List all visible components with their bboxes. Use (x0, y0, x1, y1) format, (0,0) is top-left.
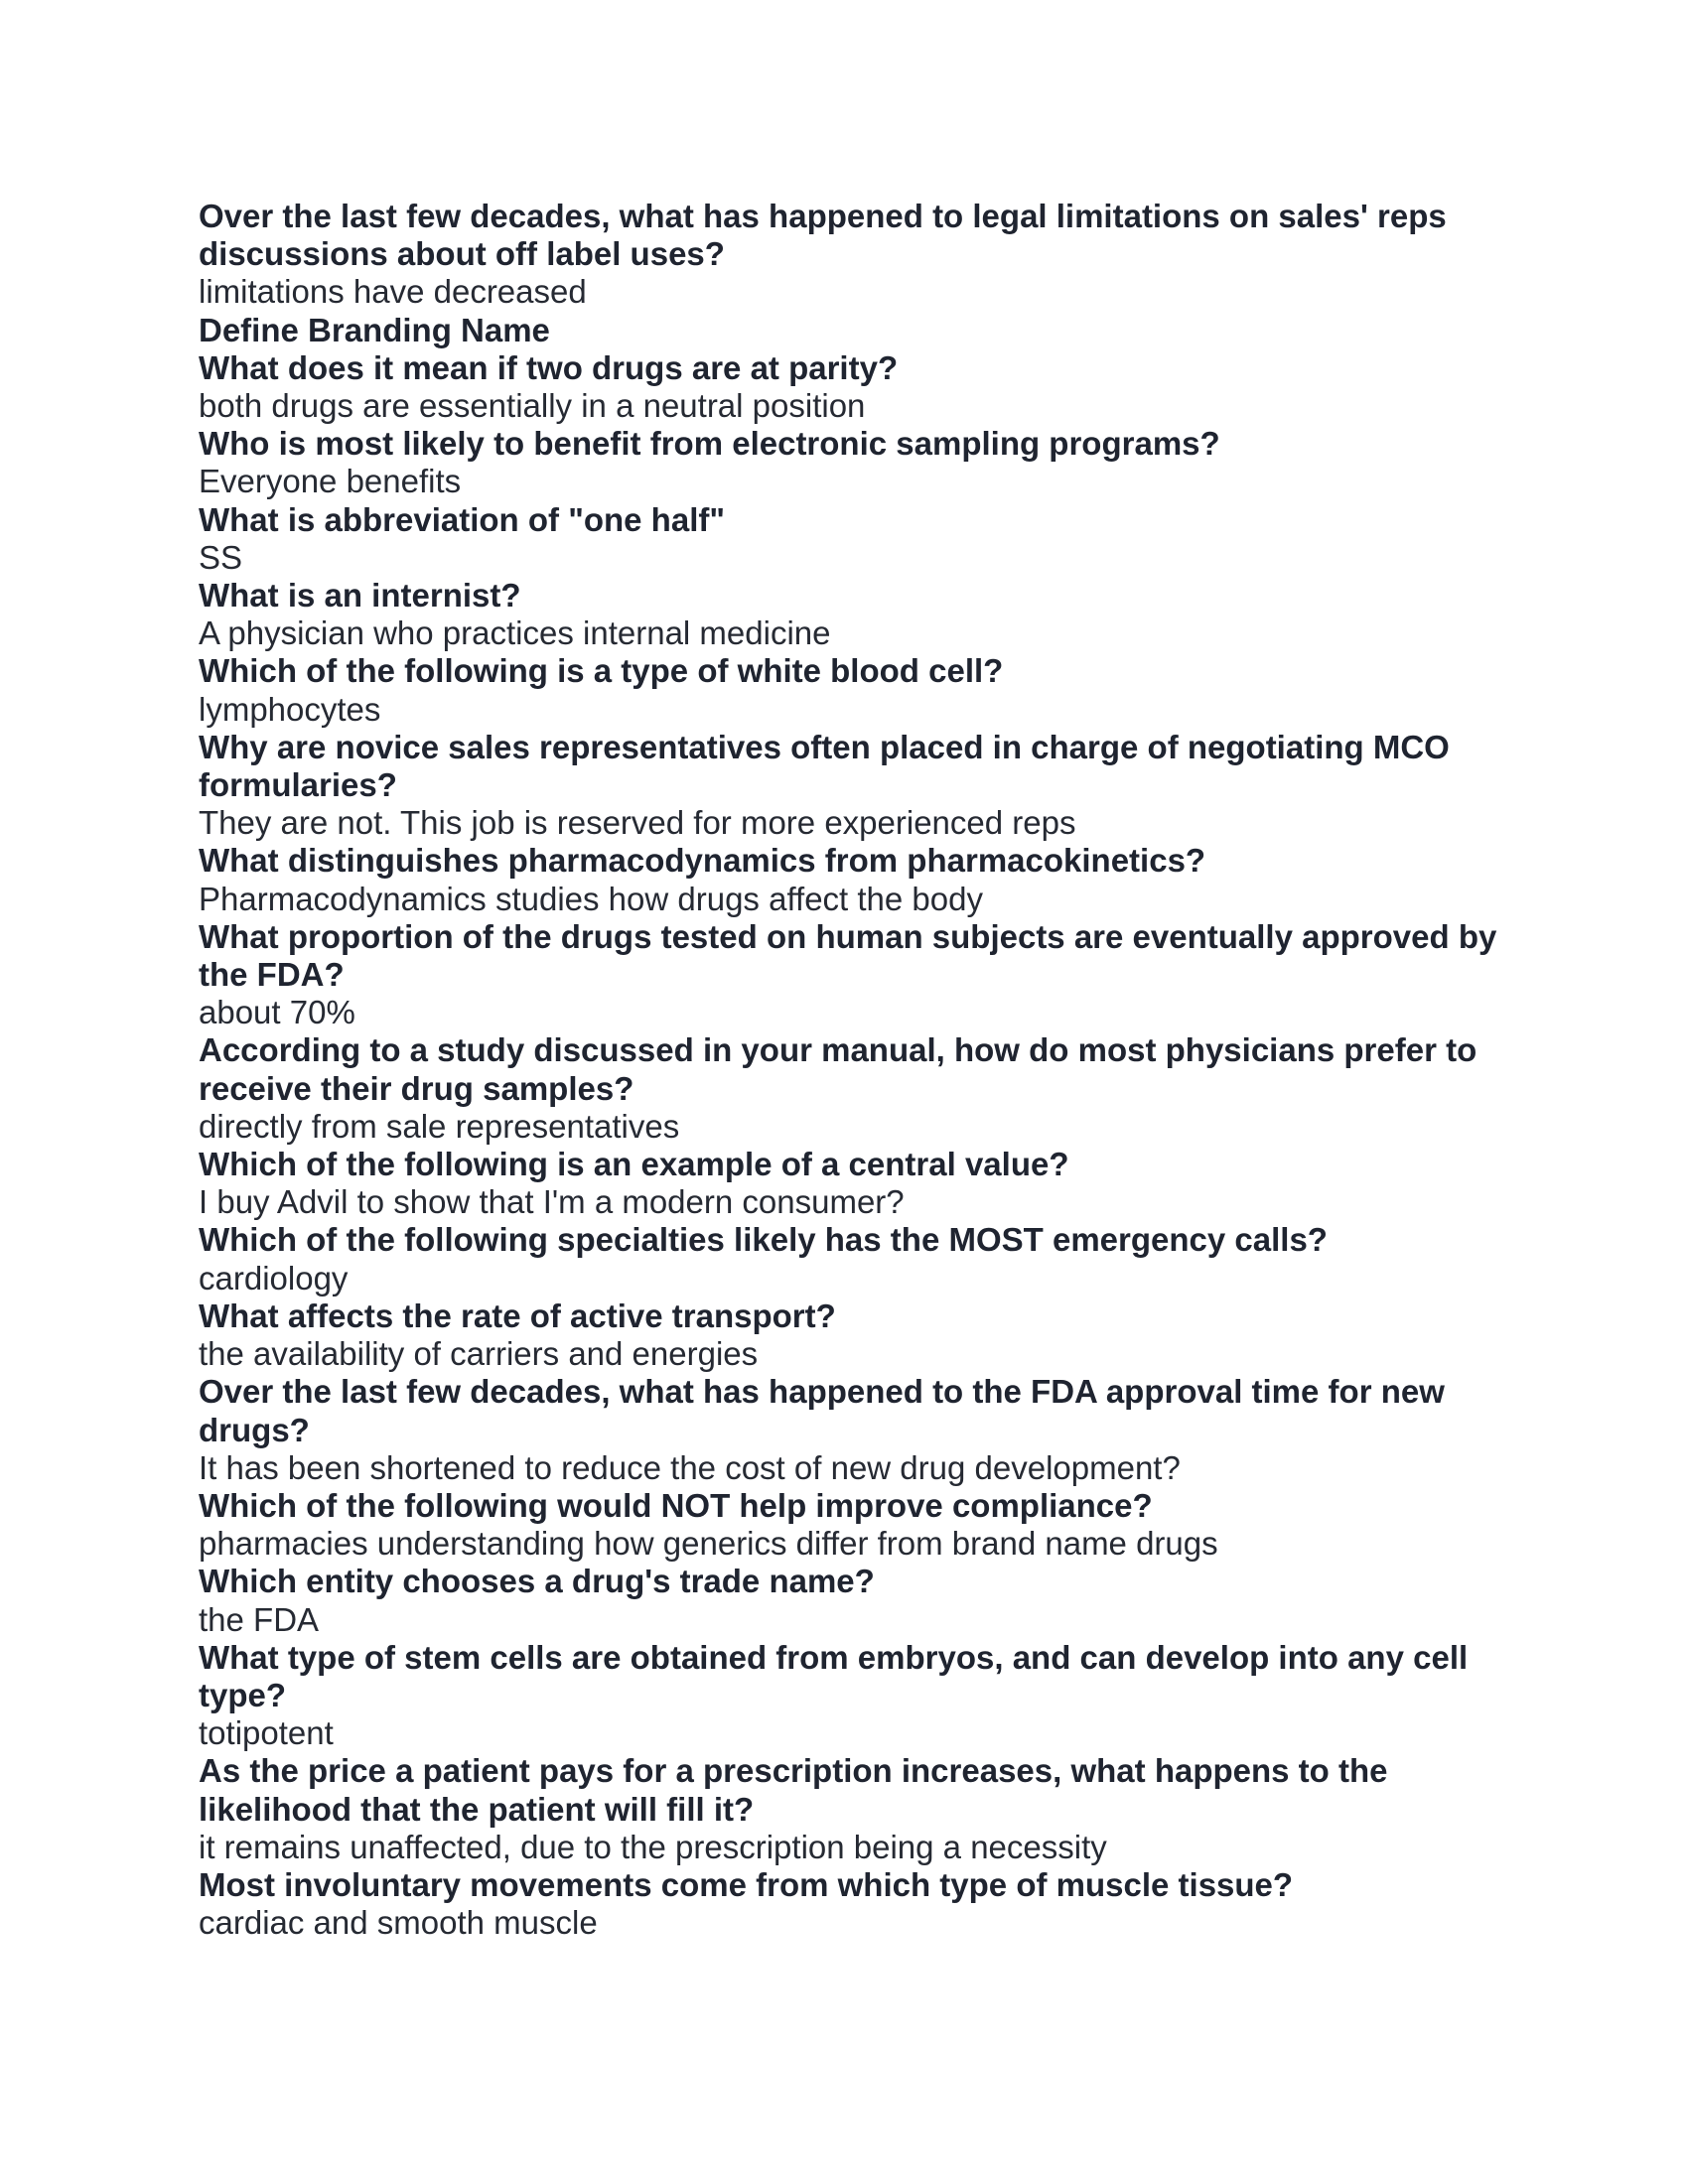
answer: totipotent (199, 1714, 334, 1752)
question: Who is most likely to benefit from electronic sampling programs? (199, 425, 1220, 463)
question: Which of the following would NOT help improve compliance? (199, 1486, 1153, 1524)
answer: the availability of carriers and energies (199, 1335, 759, 1373)
question: What distinguishes pharmacodynamics from pharmacokinetics? (199, 842, 1206, 880)
answer: about 70% (199, 994, 355, 1031)
answer: limitations have decreased (199, 273, 587, 311)
answer: It has been shortened to reduce the cost of new drug development? (199, 1448, 1181, 1486)
qa-item (199, 349, 1499, 425)
qa-item (199, 1752, 1499, 1866)
question: What type of stem cells are obtained from embryos, and can develop into any cell type? (199, 1638, 1469, 1713)
answer: directly from sale representatives (199, 1107, 680, 1145)
question: What does it mean if two drugs are at parity? (199, 348, 899, 386)
question: Over the last few decades, what has happened to legal limitations on sales' reps discussions about off label uses? (199, 198, 1447, 273)
answer: lymphocytes (199, 690, 381, 728)
answer: cardiac and smooth muscle (199, 1904, 598, 1942)
answer: both drugs are essentially in a neutral position (199, 387, 866, 425)
qa-item (199, 1221, 1499, 1297)
question: Which entity chooses a drug's trade name? (199, 1563, 875, 1600)
answer: pharmacies understanding how generics differ from brand name drugs (199, 1525, 1218, 1563)
question: Define Branding Name (199, 311, 550, 348)
question: Which of the following specialties likely has the MOST emergency calls? (199, 1221, 1328, 1259)
qa-item (199, 1031, 1499, 1146)
question: What proportion of the drugs tested on human subjects are eventually approved by the FDA? (199, 917, 1497, 994)
answer: the FDA (199, 1600, 320, 1638)
question: What is an internist? (199, 577, 521, 614)
qa-item (199, 1373, 1499, 1487)
qa-item (199, 1487, 1499, 1563)
qa-item (199, 425, 1499, 500)
answer: A physician who practices internal medicine (199, 614, 831, 652)
question: Most involuntary movements come from which type of muscle tissue? (199, 1865, 1294, 1903)
question: As the price a patient pays for a prescription increases, what happens to the likelihood that the patient will fill it? (199, 1752, 1388, 1828)
qa-list (199, 198, 1499, 1942)
question: Over the last few decades, what has happened to the FDA approval time for new drugs? (199, 1373, 1445, 1448)
qa-item (199, 312, 1499, 349)
question: Why are novice sales representatives often placed in charge of negotiating MCO formularies? (199, 728, 1450, 804)
qa-item (199, 729, 1499, 843)
qa-item (199, 652, 1499, 728)
question: Which of the following is a type of white blood cell? (199, 652, 1004, 690)
answer: Pharmacodynamics studies how drugs affect the body (199, 880, 983, 917)
question: Which of the following is an example of a central value? (199, 1146, 1069, 1183)
answer: I buy Advil to show that I'm a modern consumer? (199, 1183, 905, 1221)
qa-item (199, 198, 1499, 312)
qa-item (199, 842, 1499, 917)
qa-item (199, 1639, 1499, 1753)
qa-item (199, 501, 1499, 577)
qa-item (199, 1866, 1499, 1942)
answer: SS (199, 538, 243, 576)
answer: Everyone benefits (199, 463, 462, 500)
answer: cardiology (199, 1259, 349, 1297)
qa-item (199, 918, 1499, 1032)
question: According to a study discussed in your manual, how do most physicians prefer to receive their drug samples? (199, 1031, 1477, 1107)
answer: it remains unaffected, due to the prescription being a necessity (199, 1828, 1107, 1865)
question: What affects the rate of active transport? (199, 1297, 836, 1334)
question: What is abbreviation of "one half" (199, 500, 725, 538)
answer: They are not. This job is reserved for more experienced reps (199, 804, 1076, 842)
qa-item (199, 1146, 1499, 1221)
qa-item (199, 577, 1499, 652)
qa-item (199, 1297, 1499, 1373)
qa-item (199, 1563, 1499, 1638)
